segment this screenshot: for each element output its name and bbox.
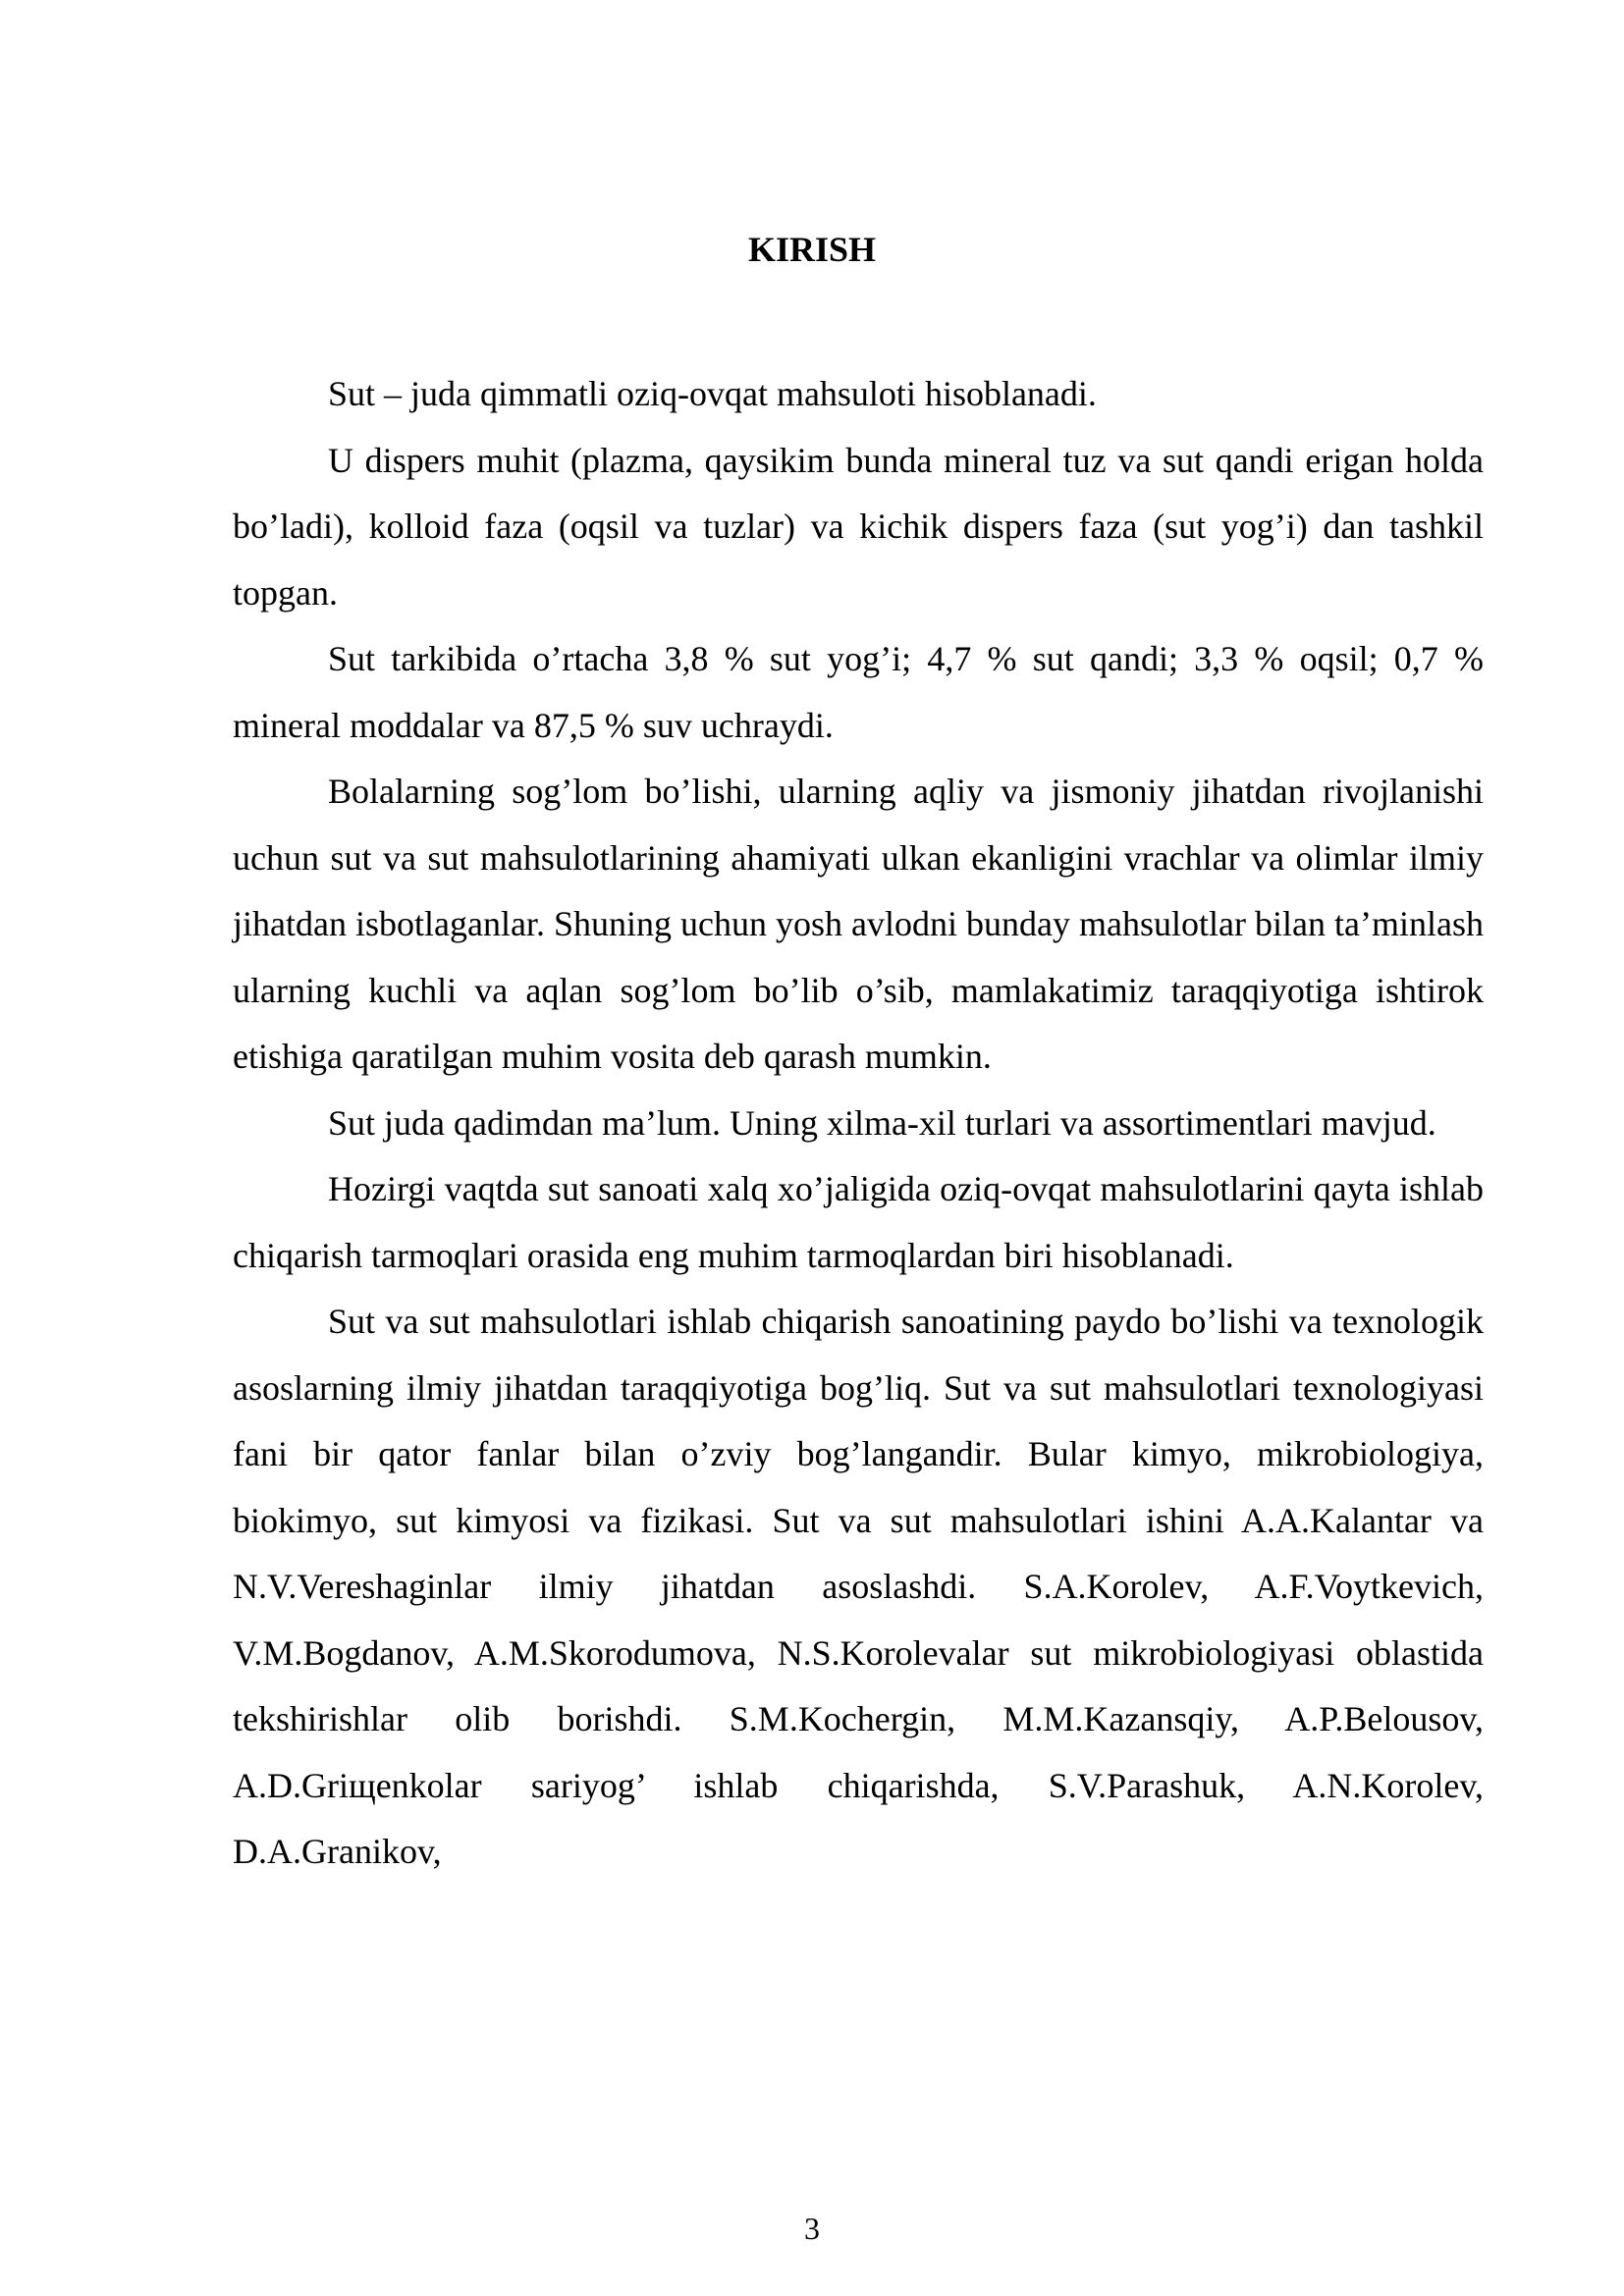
page-number: 3 (804, 2211, 820, 2246)
paragraph: Sut tarkibida o’rtacha 3,8 % sut yog’i; 4,7 % sut qandi; 3,3 % oqsil; 0,7 % mineral moddalar va 87,5 % suv uchraydi. (233, 639, 1484, 745)
paragraph: Hozirgi vaqtda sut sanoati xalq xo’jaligida oziq-ovqat mahsulotlarini qayta ishlab chiqarish tarmoqlari orasida eng muhim tarmoqlardan biri hisoblanadi. (233, 1169, 1484, 1275)
paragraph: Sut – juda qimmatli oziq-ovqat mahsuloti hisoblanadi. (328, 374, 1097, 413)
paragraph: Sut juda qadimdan ma’lum. Uning xilma-xil turlari va assortimentlari mavjud. (328, 1102, 1436, 1143)
paragraph: U dispers muhit (plazma, qaysikim bunda mineral tuz va sut qandi erigan holda bo’ladi), kolloid faza (oqsil va tuzlar) va kichik dispers faza (sut yog’i) dan tashkil topgan. (233, 440, 1484, 613)
body-text (233, 361, 1484, 1886)
paragraph: Sut va sut mahsulotlari ishlab chiqarish sanoatining paydo bo’lishi va texnologik asoslarning ilmiy jihatdan taraqqiyotiga bog’liq. Sut va sut mahsulotlari texnologiyasi fani bir qator fanlar bilan o’zviy bog’langandir. Bular kimyo, mikrobiologiya, biokimyo, sut kimyosi va fizikasi. Sut va sut mahsulotlari ishini A.A.Kalantar va N.V.Vereshaginlar ilmiy jihatdan asoslashdi. S.A.Korolev, A.F.Voytkevich, V.M.Bogdanov, A.M.Skorodumova, N.S.Korolevalar sut mikrobiologiyasi oblastida tekshirishlar olib borishdi. S.M.Kochergin, M.M.Kazansqiy, A.P.Belousov, A.D.Griщenkolar sariyog’ ishlab chiqarishda, S.V.Parashuk, A.N.Korolev, D.A.Granikov, (233, 1302, 1484, 1871)
section-title: KIRISH (747, 230, 877, 269)
paragraph: Bolalarning sog’lom bo’lishi, ularning aqliy va jismoniy jihatdan rivojlanishi uchun sut va sut mahsulotlarining ahamiyati ulkan ekanligini vrachlar va olimlar ilmiy jihatdan isbotlaganlar. Shuning uchun yosh avlodni bunday mahsulotlar bilan ta’minlash ularning kuchli va aqlan sog’lom bo’lib o’sib, mamlakatimiz taraqqiyotiga ishtirok etishiga qaratilgan muhim vosita deb qarash mumkin. (233, 772, 1484, 1076)
